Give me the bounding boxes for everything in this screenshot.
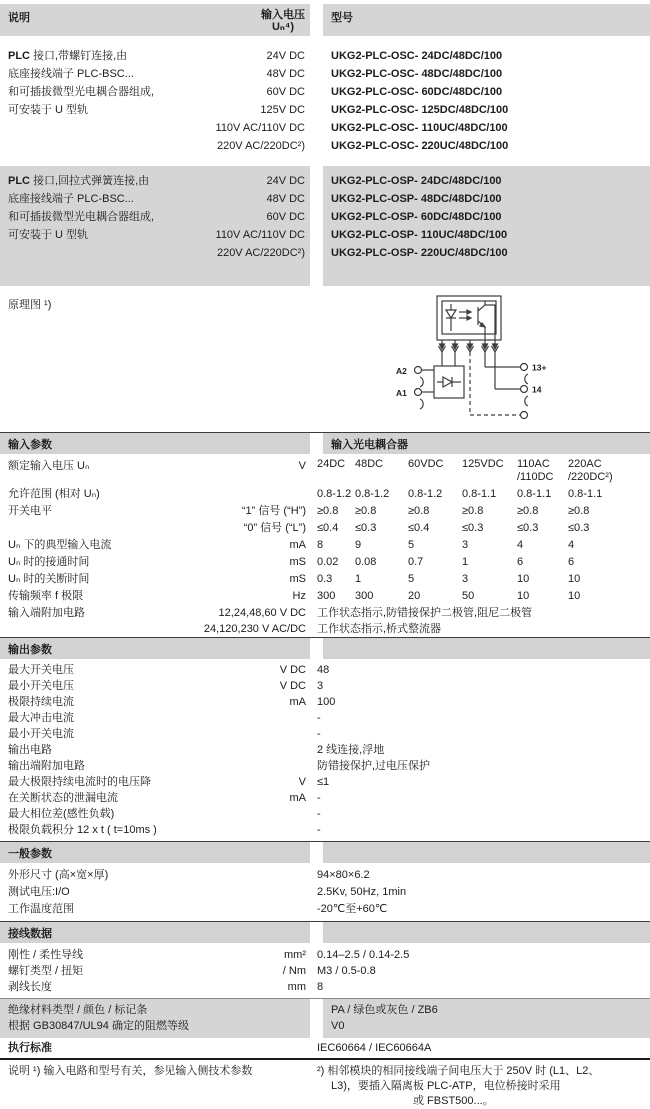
param-value: 50 [462, 590, 475, 602]
param-unit: mA [289, 792, 306, 804]
param-row [0, 588, 650, 605]
param-row [0, 867, 650, 884]
param-value: ≥0.8 [517, 505, 539, 517]
header-input-voltage-label: 输入电压 Uₙ⁴) [261, 9, 305, 33]
param-value: 1 [355, 573, 362, 585]
param-value: 300 [317, 590, 336, 602]
param-row [0, 947, 650, 963]
param-value: 6 [517, 556, 524, 568]
param-row [0, 758, 650, 774]
param-value: 0.8-1.1 [517, 488, 552, 500]
table-header-row [0, 4, 650, 36]
column-gap [310, 842, 323, 863]
product-block-osc [0, 41, 650, 161]
wiring-data-header [0, 921, 650, 943]
input-parameters-header [0, 432, 650, 454]
product-osp-left [0, 166, 310, 286]
column-header: 220AC /220DC²) [568, 458, 613, 483]
standard-row [0, 1040, 650, 1056]
param-value: ≥0.8 [355, 505, 377, 517]
param-value: -20℃至+60℃ [317, 903, 388, 915]
param-row [0, 537, 650, 554]
param-unit: V [298, 460, 306, 472]
terminal-14 [495, 352, 542, 406]
voltage-option: 220V AC/220DC²) [216, 140, 305, 152]
param-value: M3 / 0.5-0.8 [317, 965, 376, 977]
plug-pins [439, 340, 499, 352]
voltage-option: 125V DC [260, 104, 305, 116]
output-parameters-title: 输出参数 [0, 638, 310, 659]
param-value: ≤0.3 [355, 522, 377, 534]
param-unit: Hz [292, 590, 306, 602]
model-number: UKG2-PLC-OSC- 125DC/48DC/100 [331, 104, 509, 116]
param-value: 8 [317, 981, 324, 993]
param-unit: mA [289, 696, 306, 708]
param-value: ≤0.3 [517, 522, 539, 534]
voltage-column-headers [310, 458, 650, 484]
description-line: PLC 接口,回拉式弹簧连接,由 [8, 175, 150, 187]
model-number: UKG2-PLC-OSC- 48DC/48DC/100 [331, 68, 503, 80]
param-condition: 12,24,48,60 V DC [218, 607, 306, 619]
param-value: ≥0.8 [408, 505, 430, 517]
led-symbol [446, 304, 456, 331]
param-value: 2.5Kv, 50Hz, 1min [317, 886, 407, 898]
voltage-option: 48V DC [266, 193, 305, 205]
column-gap [310, 4, 323, 36]
param-value: 10 [517, 590, 530, 602]
footnote-1: 说明 ¹) 输入电路和型号有关，参见输入侧技术参数 [8, 1065, 253, 1077]
param-value: ≤0.3 [462, 522, 484, 534]
param-label: 最小开关电流 [8, 728, 74, 740]
general-parameters-title: 一般参数 [0, 842, 310, 863]
description-line: 底座接线端子 PLC-BSC... [8, 68, 134, 80]
input-optocoupler-title: 输入光电耦合器 [323, 433, 650, 454]
param-label: 最大极限持续电流时的电压降 [8, 776, 151, 788]
param-value: 3 [317, 680, 324, 692]
param-value: - [317, 792, 321, 804]
param-value: 4 [568, 539, 575, 551]
param-condition: 24,120,230 V AC/DC [203, 623, 306, 635]
param-label: 工作温度范围 [8, 903, 74, 915]
param-row [0, 742, 650, 758]
param-value: 1 [462, 556, 469, 568]
param-row [0, 963, 650, 979]
param-row [0, 822, 650, 838]
terminal-a2-label: A2 [396, 366, 407, 376]
product-osc-description [8, 47, 154, 119]
param-row [0, 662, 650, 678]
param-unit: V DC [279, 664, 306, 676]
param-unit: V [298, 776, 306, 788]
param-condition: “0” 信号 (“L”) [243, 522, 306, 534]
voltage-option: 24V DC [266, 50, 305, 62]
param-value: 0.7 [408, 556, 424, 568]
header-left-cell [0, 4, 310, 36]
product-osp-description [8, 172, 154, 244]
voltage-option: 110V AC/110V DC [215, 229, 305, 241]
voltage-option: 60V DC [266, 211, 305, 223]
param-value: 6 [568, 556, 575, 568]
param-value: 300 [355, 590, 374, 602]
voltage-option: 48V DC [266, 68, 305, 80]
product-osp-models [323, 166, 650, 286]
voltage-option [0, 262, 305, 280]
param-unit: / Nm [282, 965, 306, 977]
param-value: 工作状态指示,桥式整流器 [317, 623, 442, 635]
param-row [0, 694, 650, 710]
param-row [0, 520, 650, 537]
param-label: 根据 GB30847/UL94 确定的阻燃等级 [8, 1020, 189, 1032]
schematic-label: 原理图 ¹) [8, 299, 52, 311]
model-number: UKG2-PLC-OSP- 60DC/48DC/100 [331, 211, 502, 223]
column-header: 125VDC [462, 458, 504, 470]
param-value: 0.8-1.2 [408, 488, 443, 500]
param-value: 10 [568, 590, 581, 602]
column-header: 24DC [317, 458, 346, 470]
standard-value: IEC60664 / IEC60664A [317, 1042, 432, 1054]
description-line: 底座接线端子 PLC-BSC... [8, 193, 134, 205]
footnote-2 [310, 1064, 650, 1109]
wiring-data-title: 接线数据 [0, 922, 310, 943]
header-description-label: 说明 [8, 12, 30, 24]
param-label: 外形尺寸 (高×宽×厚) [8, 869, 109, 881]
param-label: 最大冲击电流 [8, 712, 74, 724]
output-parameter-rows [0, 662, 650, 838]
param-value: ≥0.8 [317, 505, 339, 517]
voltage-option: 110V AC/110V DC [215, 122, 305, 134]
param-label: 允许范围 (相对 Uₙ) [8, 488, 100, 500]
param-unit: mm [287, 981, 306, 993]
footnotes-section [0, 1064, 650, 1109]
param-row [0, 726, 650, 742]
param-condition: “1” 信号 (“H”) [241, 505, 306, 517]
column-gap [310, 41, 323, 161]
param-value: 防错接保护,过电压保护 [317, 760, 431, 772]
param-unit: mS [289, 573, 306, 585]
param-row [0, 884, 650, 901]
wiring-data-rows [0, 947, 650, 995]
param-row [0, 678, 650, 694]
general-parameters-header [0, 841, 650, 863]
column-header: 110AC /110DC [517, 458, 554, 483]
param-value: 9 [355, 539, 362, 551]
param-label: 传输频率 f 极限 [8, 590, 84, 602]
param-row [0, 621, 650, 637]
param-value: 20 [408, 590, 421, 602]
param-value: 0.8-1.2 [317, 488, 352, 500]
param-value: 0.3 [317, 573, 333, 585]
terminal-14-label: 14 [532, 384, 542, 395]
param-value: 0.02 [317, 556, 339, 568]
model-number: UKG2-PLC-OSC- 220UC/48DC/100 [331, 140, 509, 152]
param-value: 10 [568, 573, 581, 585]
param-row [0, 790, 650, 806]
param-row [0, 901, 650, 918]
param-value: 94×80×6.2 [317, 869, 370, 881]
input-parameter-rows [0, 486, 650, 637]
voltage-option: 220V AC/220DC²) [216, 247, 305, 259]
header-model-label: 型号 [323, 4, 650, 36]
param-value: 48 [317, 664, 330, 676]
description-line: 和可插拔微型光电耦合器组成, [8, 211, 155, 223]
product-osc-models [323, 41, 650, 161]
model-number: UKG2-PLC-OSP- 110UC/48DC/100 [331, 229, 508, 241]
param-row [0, 979, 650, 995]
param-label: 开关电平 [8, 505, 52, 517]
param-row [0, 554, 650, 571]
column-gap [310, 999, 323, 1038]
param-row [0, 806, 650, 822]
param-unit: V DC [279, 680, 306, 692]
param-value: 8 [317, 539, 324, 551]
param-label: 测试电压:I/O [8, 886, 70, 898]
param-row [0, 774, 650, 790]
footnote-divider [0, 1058, 650, 1060]
rated-voltage-row [0, 454, 650, 484]
model-number: UKG2-PLC-OSP- 24DC/48DC/100 [331, 175, 502, 187]
general-parameter-rows [0, 867, 650, 918]
param-value: 3 [462, 573, 469, 585]
param-unit: mA [289, 539, 306, 551]
param-label: 额定输入电压 Uₙ [8, 460, 90, 472]
param-value: - [317, 824, 321, 836]
param-value: PA / 绿色或灰色 / ZB6 [331, 1004, 438, 1016]
param-label: Uₙ 时的关断时间 [8, 573, 90, 585]
insulation-material-block [0, 998, 650, 1038]
param-unit: mS [289, 556, 306, 568]
param-label: 刚性 / 柔性导线 [8, 949, 84, 961]
terminal-13-label: 13+ [532, 362, 547, 373]
param-value: 2 线连接,浮地 [317, 744, 385, 756]
param-value: ≥0.8 [462, 505, 484, 517]
footnote-2-line: 或 FBST500...。 [413, 1095, 494, 1107]
product-block-osp [0, 166, 650, 286]
model-number: UKG2-PLC-OSP- 220UC/48DC/100 [331, 247, 508, 259]
column-gap [310, 922, 323, 943]
param-label: 最大开关电压 [8, 664, 74, 676]
voltage-option: 60V DC [266, 86, 305, 98]
standard-label: 执行标准 [8, 1042, 52, 1054]
param-label: 在关断状态的泄漏电流 [8, 792, 118, 804]
param-value: 5 [408, 539, 415, 551]
param-value: V0 [331, 1020, 345, 1032]
light-arrows-icon [459, 310, 471, 320]
ground-terminal [521, 412, 528, 419]
voltage-option: 24V DC [266, 175, 305, 187]
param-value: ≤1 [317, 776, 330, 788]
param-value: 0.8-1.2 [355, 488, 390, 500]
param-value: 0.8-1.1 [568, 488, 603, 500]
param-label: 螺钉类型 / 扭矩 [8, 965, 84, 977]
description-line: PLC 接口,带螺钉连接,由 [8, 50, 128, 62]
product-osc-left [0, 41, 310, 161]
param-value: 3 [462, 539, 469, 551]
schematic-section [0, 292, 650, 432]
param-value: 0.14–2.5 / 0.14-2.5 [317, 949, 410, 961]
param-unit: mm² [284, 949, 306, 961]
description-line: 可安装于 U 型轨 [8, 104, 89, 116]
terminal-a1 [396, 388, 434, 409]
param-row [0, 486, 650, 503]
param-value: 100 [317, 696, 336, 708]
model-number: UKG2-PLC-OSC- 60DC/48DC/100 [331, 86, 503, 98]
param-value: 4 [517, 539, 524, 551]
column-gap [310, 433, 323, 454]
param-label: 输出电路 [8, 744, 52, 756]
param-value: 工作状态指示,防错接保护二极管,阻尼二极管 [317, 607, 533, 619]
param-label: 最大相位差(感性负载) [8, 808, 115, 820]
model-number: UKG2-PLC-OSC- 24DC/48DC/100 [331, 50, 503, 62]
param-row [0, 605, 650, 621]
description-line: 和可插拔微型光电耦合器组成, [8, 86, 155, 98]
param-label: 最小开关电压 [8, 680, 74, 692]
param-value: - [317, 808, 321, 820]
param-label: 极限持续电流 [8, 696, 74, 708]
param-row [0, 571, 650, 588]
column-gap [310, 638, 323, 659]
param-value: 10 [517, 573, 530, 585]
param-value: - [317, 712, 321, 724]
param-label: Uₙ 时的接通时间 [8, 556, 90, 568]
column-header: 48DC [355, 458, 384, 470]
param-value: ≥0.8 [568, 505, 590, 517]
model-number: UKG2-PLC-OSP- 48DC/48DC/100 [331, 193, 502, 205]
param-value: ≤0.4 [317, 522, 339, 534]
param-label: 输入端附加电路 [8, 607, 85, 619]
param-label: 极限负载积分 12 x t ( t=10ms ) [8, 824, 157, 836]
footnote-2-line: L3)，要插入隔离板 PLC-ATP，电位桥接时采用 [331, 1080, 561, 1092]
terminal-13 [485, 352, 546, 384]
param-label: Uₙ 下的典型输入电流 [8, 539, 112, 551]
terminal-a2 [396, 366, 434, 387]
param-label: 绝缘材料类型 / 颜色 / 标记条 [8, 1004, 148, 1016]
column-gap [310, 166, 323, 286]
column-header: 60VDC [408, 458, 444, 470]
output-parameters-header [0, 637, 650, 659]
param-value: 0.08 [355, 556, 377, 568]
param-label: 剥线长度 [8, 981, 52, 993]
param-value: 5 [408, 573, 415, 585]
param-value: - [317, 728, 321, 740]
param-value: ≤0.3 [568, 522, 590, 534]
input-diode-box [434, 352, 464, 398]
description-line: 可安装于 U 型轨 [8, 229, 89, 241]
input-parameters-title: 输入参数 [0, 433, 310, 454]
param-label: 输出端附加电路 [8, 760, 85, 772]
param-row [0, 710, 650, 726]
footnote-2-line: ²) 相邻模块的相同接线端子间电压大于 250V 时 (L1、L2、 [317, 1065, 600, 1077]
param-row [0, 503, 650, 520]
param-value: 0.8-1.1 [462, 488, 497, 500]
terminal-a1-label: A1 [396, 388, 407, 398]
model-number: UKG2-PLC-OSC- 110UC/48DC/100 [331, 122, 508, 134]
circuit-diagram [394, 294, 554, 426]
param-value: ≤0.4 [408, 522, 430, 534]
